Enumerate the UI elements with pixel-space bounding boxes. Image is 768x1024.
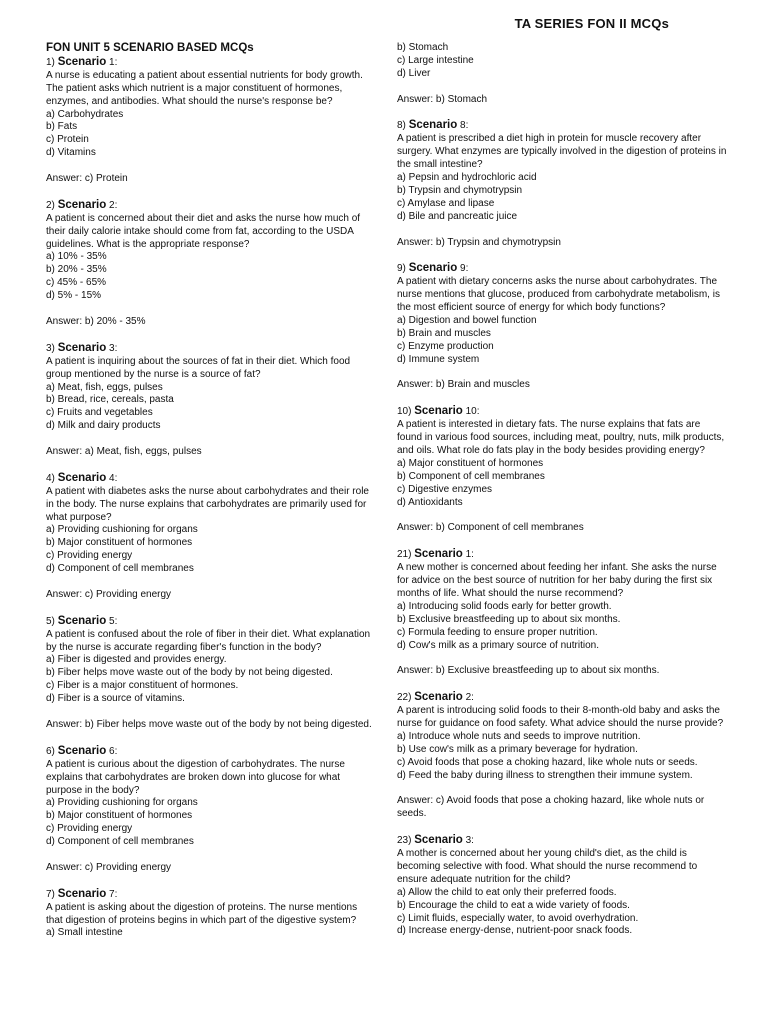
option: c) Avoid foods that pose a choking hazard, like whole nuts or seeds. — [397, 756, 698, 768]
scenario-heading — [46, 199, 372, 213]
unit-title: FON UNIT 5 SCENARIO BASED MCQs — [46, 42, 254, 54]
option: a) Introduce whole nuts and seeds to improve nutrition. — [397, 730, 641, 742]
scenario-heading — [46, 888, 372, 902]
scenario-heading — [397, 834, 727, 848]
option: c) Digestive enzymes — [397, 483, 493, 495]
question-number: 1) — [46, 56, 55, 68]
question-number: 5) — [46, 615, 55, 627]
scenario-label: Scenario — [57, 614, 107, 627]
scenario-label: Scenario — [57, 198, 107, 211]
answer: Answer: a) Meat, fish, eggs, pulses — [46, 446, 202, 458]
question-block — [46, 342, 372, 459]
scenario-label: Scenario — [408, 119, 458, 132]
question-block — [397, 405, 727, 535]
scenario-number: 3: — [109, 342, 118, 354]
question-text: A patient is curious about the digestion of carbohydrates. The nurse explains that carbohydrates are broken down into glucose for what purpose in the body? — [46, 758, 345, 796]
option: c) Enzyme production — [397, 340, 494, 352]
question-text: A nurse is educating a patient about essential nutrients for body growth. The patient asks which nutrient is a major constituent of hormones, enzymes, and antibodies. What should the nurse's response be? — [46, 69, 363, 107]
scenario-heading — [397, 691, 727, 705]
option: c) Protein — [46, 134, 89, 146]
option: a) Digestion and bowel function — [397, 314, 537, 326]
scenario-number: 5: — [109, 615, 118, 627]
question-block — [46, 615, 372, 732]
option: b) Component of cell membranes — [397, 470, 545, 482]
question-number: 21) — [397, 549, 412, 561]
scenario-number: 6: — [109, 745, 118, 757]
scenario-label: Scenario — [408, 262, 458, 275]
option: a) Introducing solid foods early for better growth. — [397, 600, 612, 612]
question-number: 22) — [397, 692, 412, 704]
question-block — [397, 262, 727, 392]
option: c) Amylase and lipase — [397, 197, 495, 209]
left-questions — [46, 56, 372, 940]
scenario-heading — [46, 745, 372, 759]
option: d) Fiber is a source of vitamins. — [46, 693, 185, 705]
scenario-number: 1: — [465, 549, 474, 561]
scenario-label: Scenario — [57, 341, 107, 354]
answer: Answer: c) Avoid foods that pose a choking hazard, like whole nuts or seeds. — [397, 795, 705, 820]
option: a) Meat, fish, eggs, pulses — [46, 381, 163, 393]
question-number: 9) — [397, 263, 406, 275]
question-number: 6) — [46, 745, 55, 757]
option: d) Vitamins — [46, 147, 96, 159]
question-block — [46, 199, 372, 329]
answer: Answer: b) Exclusive breastfeeding up to about six months. — [397, 665, 660, 677]
option: a) Providing cushioning for organs — [46, 524, 198, 536]
scenario-number: 3: — [465, 835, 474, 847]
answer: Answer: b) Trypsin and chymotrypsin — [397, 236, 561, 248]
question-text: A patient is asking about the digestion of proteins. The nurse mentions that digestion of proteins begins in which part of the digestive system? — [46, 901, 358, 926]
scenario-label: Scenario — [414, 405, 463, 418]
scenario-label: Scenario — [57, 887, 107, 900]
scenario-number: 9: — [460, 263, 469, 275]
answer: Answer: b) Fiber helps move waste out of the body by not being digested. — [46, 718, 372, 730]
option: d) Component of cell membranes — [46, 563, 194, 575]
answer: Answer: b) Brain and muscles — [397, 379, 530, 391]
scenario-number: 8: — [460, 120, 469, 132]
question-block — [46, 56, 372, 186]
scenario-label: Scenario — [414, 834, 463, 847]
question-block — [397, 119, 727, 249]
answer: Answer: b) 20% - 35% — [46, 315, 146, 327]
option: d) Cow's milk as a primary source of nutrition. — [397, 639, 599, 651]
option: d) Feed the baby during illness to strengthen their immune system. — [397, 769, 693, 781]
scenario-number: 2: — [109, 199, 118, 211]
scenario-label: Scenario — [414, 691, 463, 704]
answer: Answer: c) Providing energy — [46, 588, 172, 600]
option: d) Increase energy-dense, nutrient-poor snack foods. — [397, 925, 633, 937]
option: d) Liver — [397, 67, 431, 79]
question-text: A patient is confused about the role of fiber in their diet. What explanation by the nurse is accurate regarding fiber's function in the body? — [46, 628, 371, 653]
option: d) Antioxidants — [397, 496, 463, 508]
scenario-label: Scenario — [414, 548, 463, 561]
scenario-heading — [397, 262, 727, 276]
question-block — [397, 548, 727, 678]
option: b) Brain and muscles — [397, 327, 491, 339]
question-number: 3) — [46, 342, 55, 354]
option: a) Major constituent of hormones — [397, 457, 544, 469]
question-block — [397, 691, 727, 821]
question-text: A patient is inquiring about the sources of fat in their diet. Which food group mentioned by the nurse is a source of fat? — [46, 355, 351, 380]
scenario-number: 2: — [465, 692, 474, 704]
option: c) 45% - 65% — [46, 277, 107, 289]
scenario-label: Scenario — [57, 471, 107, 484]
option: b) Fats — [46, 121, 78, 133]
scenario-label: Scenario — [57, 744, 107, 757]
option: b) Bread, rice, cereals, pasta — [46, 394, 174, 406]
answer: Answer: b) Stomach — [397, 93, 488, 105]
option: d) Component of cell membranes — [46, 836, 194, 848]
option: a) Pepsin and hydrochloric acid — [397, 172, 537, 184]
option: a) Small intestine — [46, 927, 123, 939]
option: b) Trypsin and chymotrypsin — [397, 184, 523, 196]
scenario-heading — [397, 405, 727, 419]
option: a) Providing cushioning for organs — [46, 797, 198, 809]
option: b) Exclusive breastfeeding up to about six months. — [397, 613, 621, 625]
scenario-heading — [397, 119, 727, 133]
option: a) 10% - 35% — [46, 251, 107, 263]
question-text: A mother is concerned about her young child's diet, as the child is becoming selective with food. What should the nurse recommend to ensure adequate nutrition for the child? — [397, 848, 698, 885]
scenario-heading — [46, 56, 372, 70]
scenario-label: Scenario — [57, 55, 107, 68]
answer: Answer: c) Protein — [46, 173, 128, 185]
option: c) Limit fluids, especially water, to avoid overhydration. — [397, 912, 639, 924]
question-number: 7) — [46, 888, 55, 900]
question-number: 2) — [46, 199, 55, 211]
option: b) Stomach — [397, 42, 449, 53]
option: b) Fiber helps move waste out of the body by not being digested. — [46, 667, 333, 679]
option: b) 20% - 35% — [46, 264, 107, 276]
question-text: A patient is interested in dietary fats. The nurse explains that fats are found in various food sources, including meat, poultry, nuts, milk products, and oils. What role do fats play in the body besides providing energy? — [397, 419, 725, 456]
option: b) Encourage the child to eat a wide variety of foods. — [397, 899, 630, 911]
question-number: 10) — [397, 406, 412, 418]
question-text: A patient with diabetes asks the nurse about carbohydrates and their role in the body. The nurse explains that carbohydrates are primarily used for what purpose? — [46, 485, 369, 523]
question-block — [46, 745, 372, 875]
scenario-heading — [397, 548, 727, 562]
option: c) Fiber is a major constituent of hormones. — [46, 680, 239, 692]
question-text: A patient is prescribed a diet high in protein for muscle recovery after surgery. What enzymes are typically involved in the digestion of proteins in the small intestine? — [397, 133, 727, 171]
option: c) Providing energy — [46, 823, 133, 835]
option: d) 5% - 15% — [46, 290, 102, 302]
question-block — [46, 472, 372, 602]
answer: Answer: c) Providing energy — [46, 861, 172, 873]
scenario-heading — [46, 615, 372, 629]
scenario-heading — [46, 472, 372, 486]
question-number: 4) — [46, 472, 55, 484]
option: c) Fruits and vegetables — [46, 407, 153, 419]
option: b) Use cow's milk as a primary beverage for hydration. — [397, 743, 638, 755]
question-block — [397, 834, 727, 938]
question-number: 8) — [397, 120, 406, 132]
scenario-number: 7: — [109, 888, 118, 900]
scenario-number: 1: — [109, 56, 118, 68]
option: a) Allow the child to eat only their preferred foods. — [397, 886, 617, 898]
option: b) Major constituent of hormones — [46, 537, 193, 549]
question-number: 23) — [397, 835, 412, 847]
question-text: A parent is introducing solid foods to their 8-month-old baby and asks the nurse for guidance on food safety. What advice should the nurse provide? — [397, 705, 724, 729]
scenario-heading — [46, 342, 372, 356]
option: c) Formula feeding to ensure proper nutrition. — [397, 626, 598, 638]
option: d) Immune system — [397, 353, 480, 365]
option: c) Providing energy — [46, 550, 133, 562]
answer: Answer: b) Component of cell membranes — [397, 522, 584, 534]
left-column — [46, 42, 372, 953]
question-text: A new mother is concerned about feeding her infant. She asks the nurse for advice on the best source of nutrition for her baby during the first six months of life. What should the nurse recommend? — [397, 562, 717, 599]
option: a) Carbohydrates — [46, 108, 124, 120]
scenario-number: 4: — [109, 472, 118, 484]
series-title: TA SERIES FON II MCQs — [514, 16, 669, 31]
continued-question — [397, 42, 727, 107]
option: d) Milk and dairy products — [46, 420, 161, 432]
question-text: A patient with dietary concerns asks the nurse about carbohydrates. The nurse mentions that glucose, produced from carbohydrate metabolism, is the most efficient source of energy for which body functions? — [397, 276, 720, 314]
scenario-number: 10: — [465, 406, 480, 418]
option: a) Fiber is digested and provides energy. — [46, 654, 227, 666]
question-block — [46, 888, 372, 941]
right-questions — [397, 119, 727, 938]
option: c) Large intestine — [397, 54, 474, 66]
question-text: A patient is concerned about their diet and asks the nurse how much of their daily calorie intake should come from fat, according to the USDA guidelines. What is the appropriate response? — [46, 212, 361, 250]
option: d) Bile and pancreatic juice — [397, 210, 518, 222]
right-column — [397, 42, 727, 951]
option: b) Major constituent of hormones — [46, 810, 193, 822]
